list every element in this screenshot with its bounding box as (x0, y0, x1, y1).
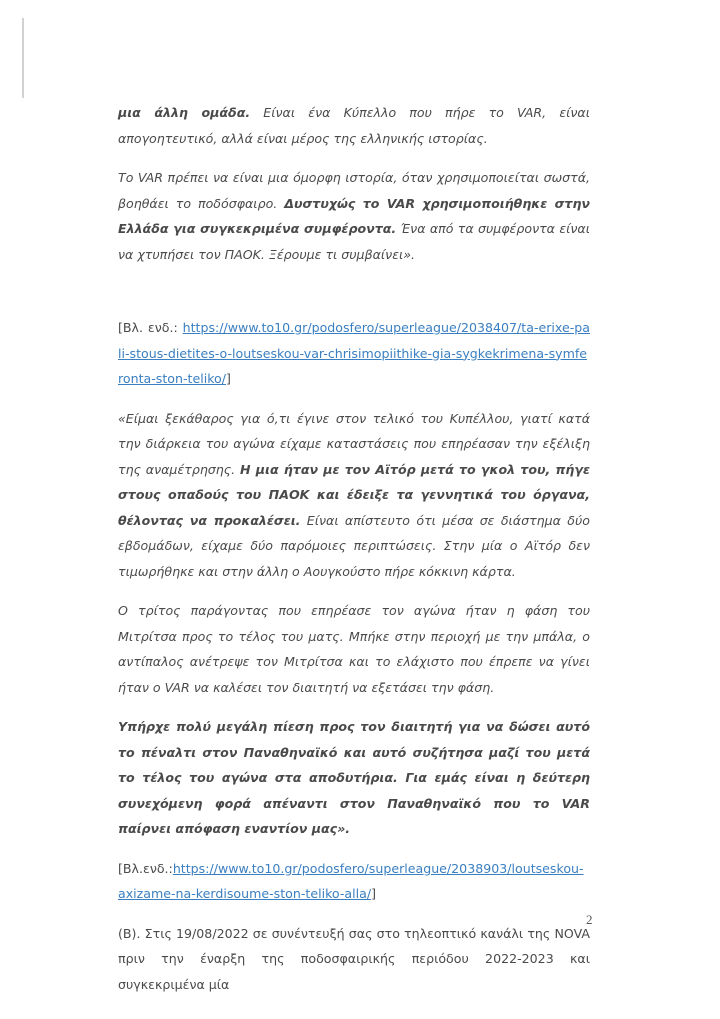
reference-prefix: [Βλ.ενδ.: (118, 860, 173, 876)
reference-2 (118, 856, 590, 907)
bold-text: μια άλλη ομάδα. (118, 105, 251, 120)
paragraph-text: Ένα από τα συμφέροντα είναι να χτυπήσει τον ΠΑΟΚ. Ξέρουμε τι συμβαίνει». (118, 221, 590, 262)
paragraph-4 (118, 598, 590, 700)
paragraph-text: Είναι ένα Κύπελλο που πήρε το VAR, είναι απογοητευτικό, αλλά είναι μέρος της ελληνικής ιστορίας. (118, 105, 590, 146)
paragraph-text: Ο τρίτος παράγοντας που επηρέασε τον αγώνα ήταν η φάση του Μιτρίτσα προς το τέλος του ματς. Μπήκε στην περιοχή με την μπάλα, ο αντίπαλος ανέτρεψε τον Μιτρίτσα και το ελάχιστο που έπρεπε να γίνει ήταν ο VAR να καλέσει τον διαιτητή να εξετάσει την φάση. (118, 603, 590, 695)
bold-text: Δυστυχώς το VAR χρησιμοποιήθηκε στην Ελλάδα για συγκεκριμένα συμφέροντα. (118, 195, 590, 236)
paragraph-5 (118, 714, 590, 842)
bold-text: Η μια ήταν με τον Αϊτόρ μετά το γκολ του, πήγε στους οπαδούς του ΠΑΟΚ και έδειξε τα γεννητικά του όργανα, θέλοντας να προκαλέσει. (118, 461, 590, 528)
reference-link[interactable]: https://www.to10.gr/podosfero/superleague/2038407/ta-erixe-pali-stous-dietites-o-loutseskou-var-chrisimopiithike-gia-sygkekrimena-symferonta-ston-teliko/ (118, 320, 590, 386)
reference-suffix: ] (226, 371, 231, 386)
paragraph-text: (Β). Στις 19/08/2022 σε συνέντευξή σας στο τηλεοπτικό κανάλι της NOVA πριν την έναρξη της ποδοσφαιρικής περιόδου 2022-2023 και συγκεκριμένα μία (118, 925, 590, 992)
paragraph-text: Είναι απίστευτο ότι μέσα σε διάστημα δύο εβδομάδων, είχαμε δύο παρόμοιες περιπτώσεις. Στην μία ο Αϊτόρ δεν τιμωρήθηκε και στην άλλη ο Αουγκούστο πήρε κόκκινη κάρτα. (118, 512, 590, 579)
reference-prefix: [Βλ. ενδ.: (118, 320, 183, 335)
page-number: 2 (586, 912, 593, 927)
reference-suffix: ] (371, 886, 376, 901)
paragraph-2 (118, 165, 590, 267)
margin-rule (22, 18, 24, 98)
reference-1 (118, 315, 590, 392)
paragraph-text: Το VAR πρέπει να είναι μια όμορφη ιστορία, όταν χρησιμοποιείται σωστά, βοηθάει το ποδόσφαιρο. (118, 170, 590, 211)
bold-text: Υπήρχε πολύ μεγάλη πίεση προς τον διαιτητή για να δώσει αυτό το πέναλτι στον Παναθηναϊκό και αυτό συζήτησα μαζί του μετά το τέλος του αγώνα στα αποδυτήρια. Για εμάς είναι η δεύτερη συνεχόμενη φορά απέναντι στον Παναθηναϊκό που το VAR παίρνει απόφαση εναντίον μας». (118, 719, 590, 836)
paragraph-3 (118, 406, 590, 585)
document-body (118, 100, 590, 1011)
paragraph-6 (118, 921, 590, 998)
paragraph-1 (118, 100, 590, 151)
paragraph-text: «Είμαι ξεκάθαρος για ό,τι έγινε στον τελικό του Κυπέλλου, γιατί κατά την διάρκεια του αγώνα είχαμε καταστάσεις που επηρέασαν την εξέλιξη της αναμέτρησης. (118, 410, 590, 477)
reference-link[interactable]: https://www.to10.gr/podosfero/superleague/2038903/loutseskou-axizame-na-kerdisoume-ston-teliko-alla/ (118, 860, 584, 901)
